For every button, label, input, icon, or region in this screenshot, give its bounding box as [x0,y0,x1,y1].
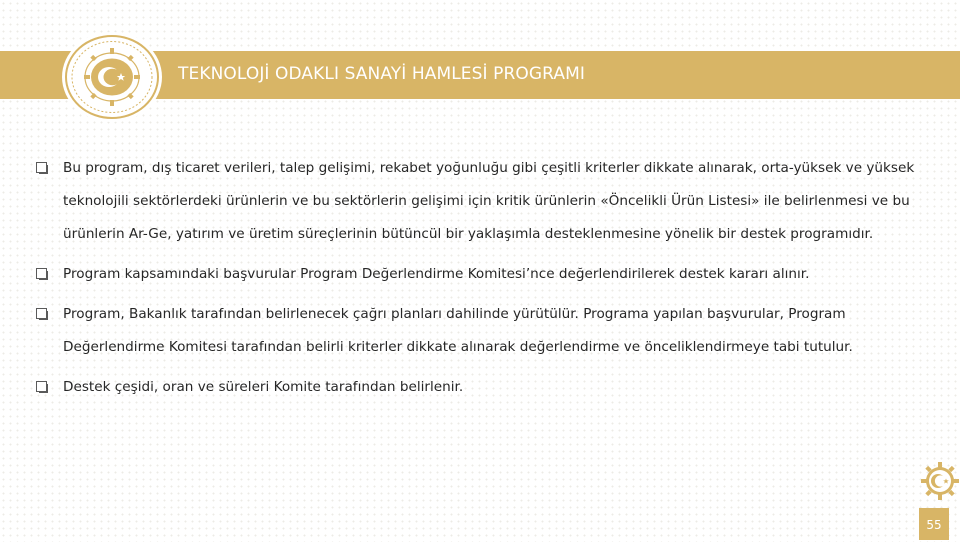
checkbox-bullet-icon [36,308,48,320]
bullet-text: Program kapsamındaki başvurular Program Değerlendirme Komitesi’nce değerlendirilerek destek kararı alınır. [63,266,810,282]
ministry-seal-icon [58,29,166,125]
bullet-item [36,298,936,364]
checkbox-bullet-icon [36,162,48,174]
page-title: TEKNOLOJİ ODAKLI SANAYİ HAMLESİ PROGRAMI [178,64,586,84]
bullet-text: Program, Bakanlık tarafından belirlenecek çağrı planları dahilinde yürütülür. Programa yapılan başvurular, Program Değerlendirme Komitesi tarafından belirli kriterler dikkate alınarak değerlendirme ve önceliklendirmeye tabi tutulur. [63,306,853,355]
bullet-item [36,371,936,404]
checkbox-bullet-icon [36,381,48,393]
checkbox-bullet-icon [36,268,48,280]
bullet-text: Destek çeşidi, oran ve süreleri Komite tarafından belirlenir. [63,379,464,395]
bullet-text: Bu program, dış ticaret verileri, talep gelişimi, rekabet yoğunluğu gibi çeşitli kriterler dikkate alınarak, orta-yüksek ve yüksek teknolojili sektörlerdeki ürünlerin ve bu sektörlerin gelişimi için kritik ürünlerin «Öncelikli Ürün Listesi» ile belirlenmesi ve bu ürünlerin Ar-Ge, yatırım ve üretim süreçlerinin bütüncül bir yaklaşımla desteklenmesine yönelik bir destek programıdır. [63,160,915,242]
bullet-list [36,152,936,411]
gear-crescent-logo-icon [920,461,960,501]
bullet-item [36,152,936,251]
bullet-item [36,258,936,291]
page-number: 55 [919,508,949,540]
